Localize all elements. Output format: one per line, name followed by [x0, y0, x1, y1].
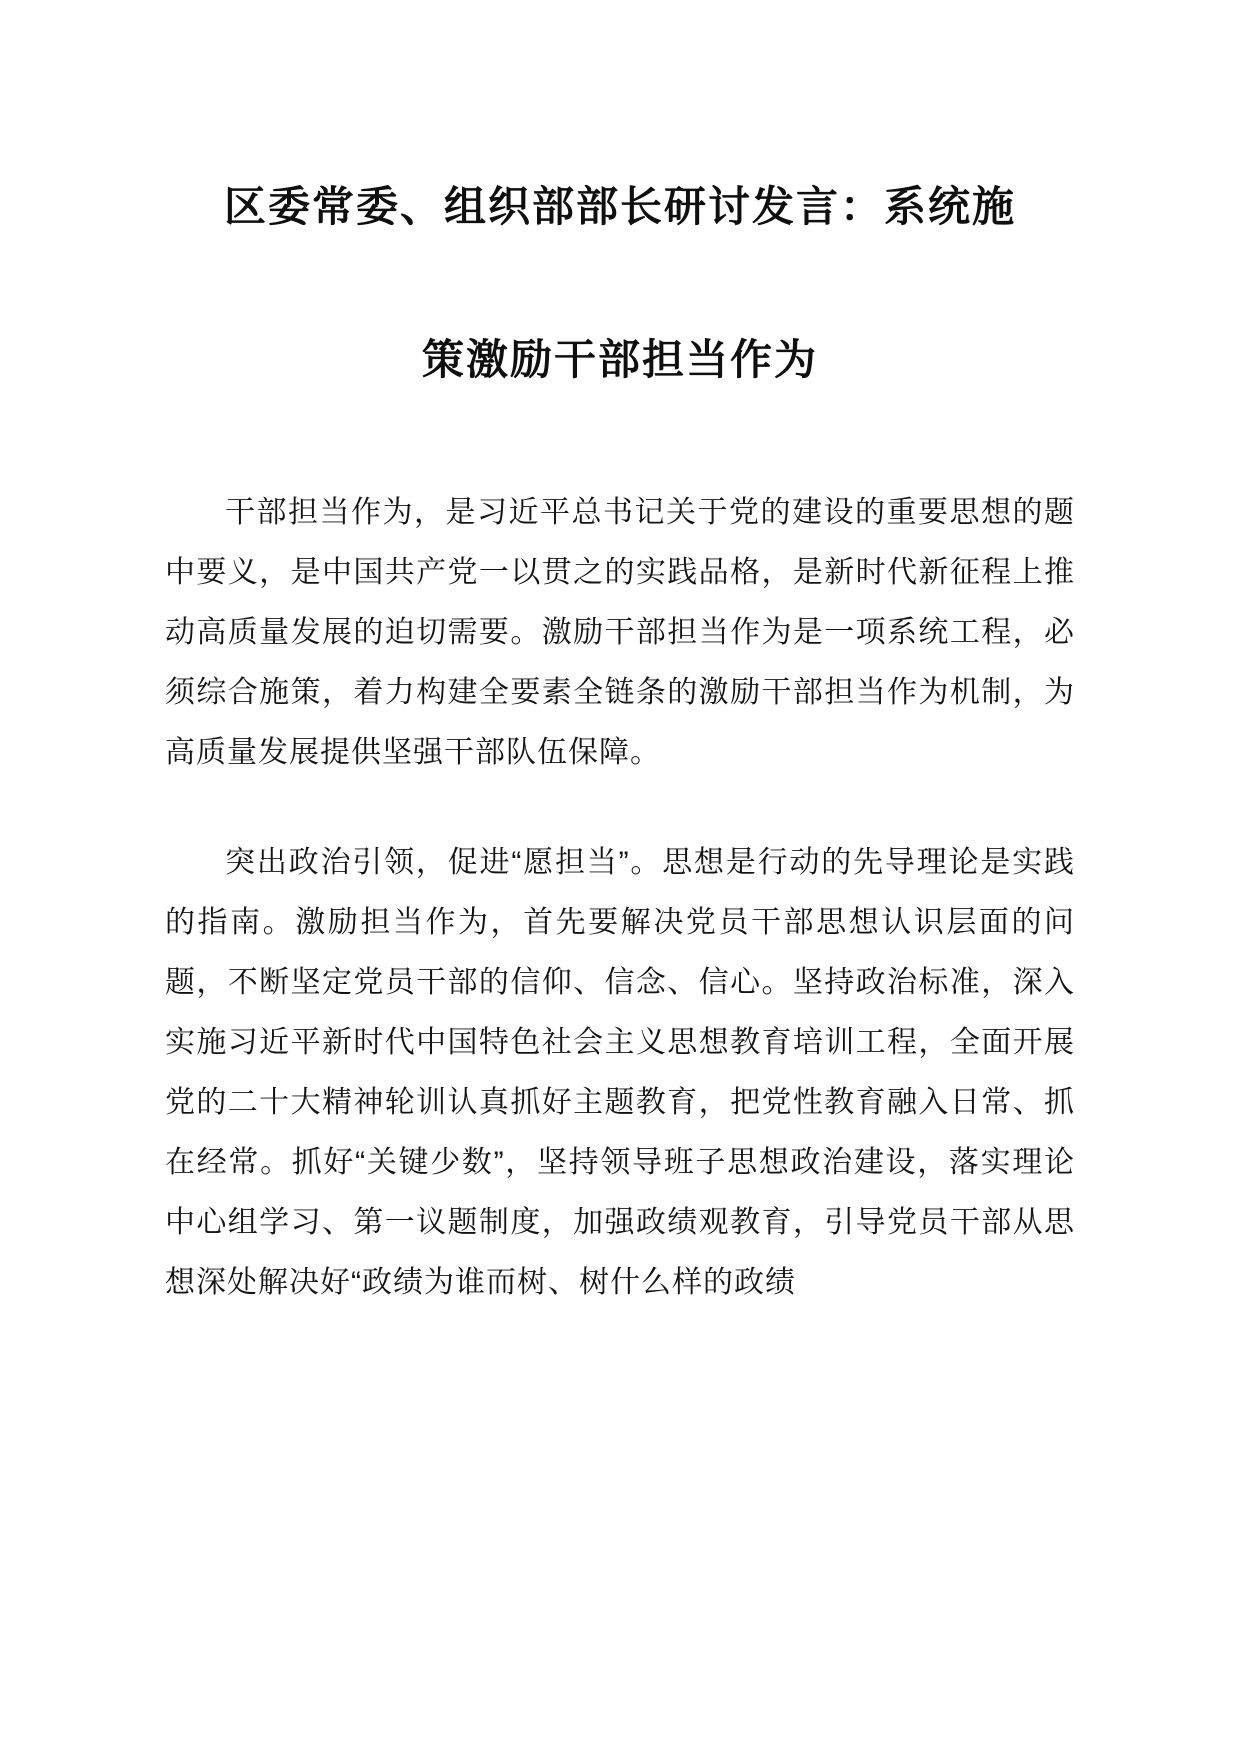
- title-line-2: 策激励干部担当作为: [421, 336, 818, 383]
- body-paragraph-2: 突出政治引领，促进“愿担当”。思想是行动的先导理论是实践的指南。激励担当作为，首先要解决党员干部思想认识层面的问题，不断坚定党员干部的信仰、信念、信心。坚持政治标准，深入实施习近平新时代中国特色社会主义思想教育培训工程，全面开展党的二十大精神轮训认真抓好主题教育，把党性教育融入日常、抓在经常。抓好“关键少数”，坚持领导班子思想政治建设，落实理论中心组学习、第一议题制度，加强政绩观教育，引导党员干部从思想深处解决好“政绩为谁而树、树什么样的政绩: [165, 846, 1075, 1299]
- title-line-1: 区委常委、组织部部长研讨发言：系统施: [223, 183, 1016, 230]
- document-title: [165, 130, 1075, 436]
- body-paragraph-1: 干部担当作为，是习近平总书记关于党的建设的重要思想的题中要义，是中国共产党一以贯之的实践品格，是新时代新征程上推动高质量发展的迫切需要。激励干部担当作为是一项系统工程，必须综合施策，着力构建全要素全链条的激励干部担当作为机制，为高质量发展提供坚强干部队伍保障。: [165, 496, 1075, 769]
